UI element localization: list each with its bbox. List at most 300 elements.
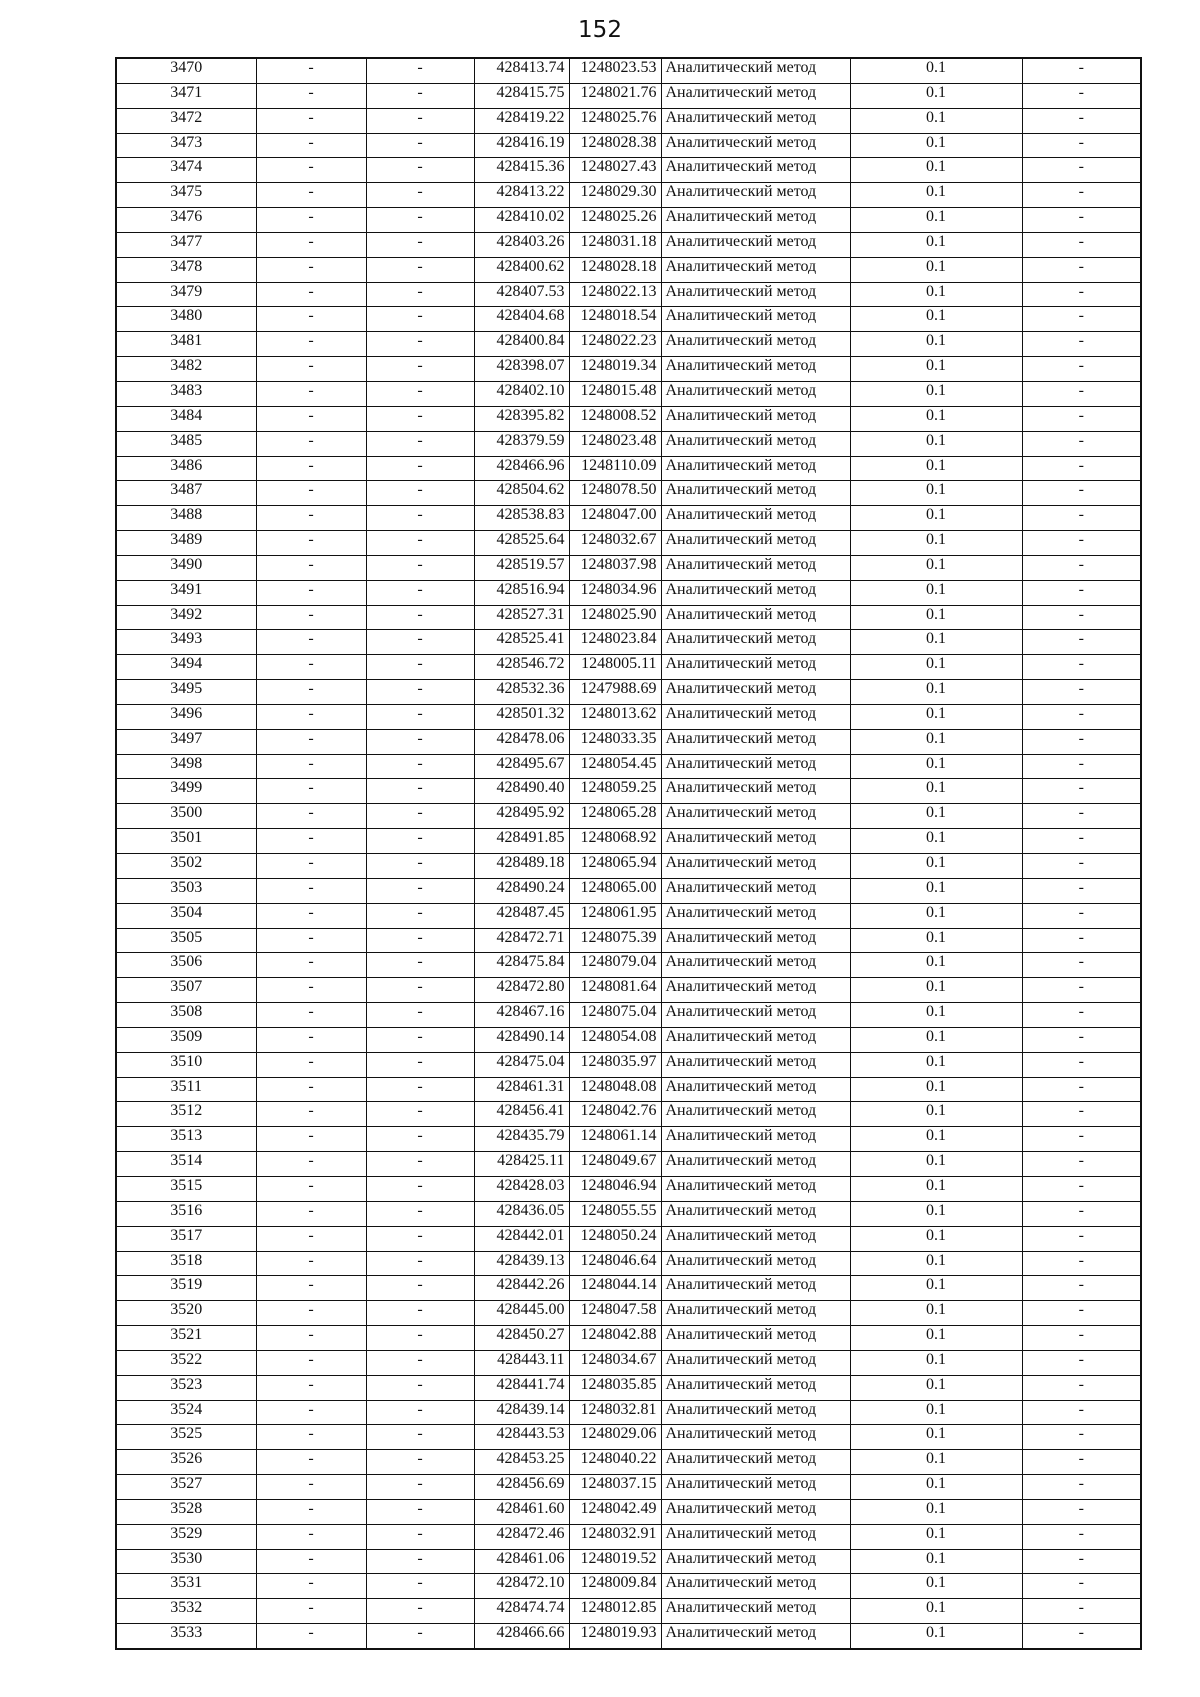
empty-value-cell: - bbox=[366, 779, 474, 804]
empty-value-cell: - bbox=[1022, 928, 1141, 953]
accuracy-cell: 0.1 bbox=[850, 232, 1022, 257]
table-row bbox=[116, 704, 1141, 729]
empty-value-cell: - bbox=[1022, 854, 1141, 879]
table-row bbox=[116, 1251, 1141, 1276]
empty-value-cell: - bbox=[1022, 1574, 1141, 1599]
point-number-cell: 3531 bbox=[116, 1574, 256, 1599]
x-coordinate-cell: 428456.69 bbox=[474, 1475, 569, 1500]
x-coordinate-cell: 428404.68 bbox=[474, 307, 569, 332]
empty-value-cell: - bbox=[1022, 729, 1141, 754]
table-row bbox=[116, 431, 1141, 456]
y-coordinate-cell: 1248079.04 bbox=[569, 953, 661, 978]
method-cell: Аналитический метод bbox=[661, 357, 850, 382]
point-number-cell: 3527 bbox=[116, 1475, 256, 1500]
point-number-cell: 3514 bbox=[116, 1152, 256, 1177]
y-coordinate-cell: 1248019.52 bbox=[569, 1549, 661, 1574]
method-cell: Аналитический метод bbox=[661, 854, 850, 879]
point-number-cell: 3485 bbox=[116, 431, 256, 456]
table-row bbox=[116, 680, 1141, 705]
empty-value-cell: - bbox=[366, 1574, 474, 1599]
x-coordinate-cell: 428475.04 bbox=[474, 1052, 569, 1077]
table-row bbox=[116, 307, 1141, 332]
method-cell: Аналитический метод bbox=[661, 903, 850, 928]
accuracy-cell: 0.1 bbox=[850, 1475, 1022, 1500]
empty-value-cell: - bbox=[256, 704, 366, 729]
empty-value-cell: - bbox=[1022, 431, 1141, 456]
y-coordinate-cell: 1248025.76 bbox=[569, 108, 661, 133]
accuracy-cell: 0.1 bbox=[850, 332, 1022, 357]
empty-value-cell: - bbox=[256, 1102, 366, 1127]
empty-value-cell: - bbox=[1022, 1251, 1141, 1276]
method-cell: Аналитический метод bbox=[661, 332, 850, 357]
point-number-cell: 3507 bbox=[116, 978, 256, 1003]
point-number-cell: 3490 bbox=[116, 555, 256, 580]
empty-value-cell: - bbox=[256, 655, 366, 680]
x-coordinate-cell: 428495.67 bbox=[474, 754, 569, 779]
empty-value-cell: - bbox=[1022, 754, 1141, 779]
coordinates-table bbox=[115, 57, 1142, 1650]
empty-value-cell: - bbox=[256, 1251, 366, 1276]
table-row bbox=[116, 357, 1141, 382]
method-cell: Аналитический метод bbox=[661, 804, 850, 829]
empty-value-cell: - bbox=[256, 1127, 366, 1152]
table-row bbox=[116, 1201, 1141, 1226]
table-row bbox=[116, 804, 1141, 829]
point-number-cell: 3491 bbox=[116, 580, 256, 605]
y-coordinate-cell: 1248019.93 bbox=[569, 1624, 661, 1649]
accuracy-cell: 0.1 bbox=[850, 704, 1022, 729]
point-number-cell: 3515 bbox=[116, 1176, 256, 1201]
method-cell: Аналитический метод bbox=[661, 133, 850, 158]
empty-value-cell: - bbox=[1022, 605, 1141, 630]
method-cell: Аналитический метод bbox=[661, 1326, 850, 1351]
empty-value-cell: - bbox=[366, 108, 474, 133]
empty-value-cell: - bbox=[1022, 1450, 1141, 1475]
empty-value-cell: - bbox=[366, 1052, 474, 1077]
accuracy-cell: 0.1 bbox=[850, 1499, 1022, 1524]
y-coordinate-cell: 1248035.85 bbox=[569, 1375, 661, 1400]
point-number-cell: 3524 bbox=[116, 1400, 256, 1425]
x-coordinate-cell: 428489.18 bbox=[474, 854, 569, 879]
point-number-cell: 3523 bbox=[116, 1375, 256, 1400]
empty-value-cell: - bbox=[1022, 183, 1141, 208]
y-coordinate-cell: 1248110.09 bbox=[569, 456, 661, 481]
empty-value-cell: - bbox=[1022, 357, 1141, 382]
accuracy-cell: 0.1 bbox=[850, 1350, 1022, 1375]
empty-value-cell: - bbox=[366, 555, 474, 580]
accuracy-cell: 0.1 bbox=[850, 804, 1022, 829]
x-coordinate-cell: 428467.16 bbox=[474, 1003, 569, 1028]
y-coordinate-cell: 1248047.58 bbox=[569, 1301, 661, 1326]
method-cell: Аналитический метод bbox=[661, 1226, 850, 1251]
empty-value-cell: - bbox=[366, 1077, 474, 1102]
x-coordinate-cell: 428487.45 bbox=[474, 903, 569, 928]
empty-value-cell: - bbox=[366, 1350, 474, 1375]
x-coordinate-cell: 428501.32 bbox=[474, 704, 569, 729]
method-cell: Аналитический метод bbox=[661, 208, 850, 233]
x-coordinate-cell: 428379.59 bbox=[474, 431, 569, 456]
y-coordinate-cell: 1248040.22 bbox=[569, 1450, 661, 1475]
accuracy-cell: 0.1 bbox=[850, 1301, 1022, 1326]
method-cell: Аналитический метод bbox=[661, 1301, 850, 1326]
method-cell: Аналитический метод bbox=[661, 953, 850, 978]
method-cell: Аналитический метод bbox=[661, 580, 850, 605]
x-coordinate-cell: 428415.36 bbox=[474, 158, 569, 183]
point-number-cell: 3520 bbox=[116, 1301, 256, 1326]
empty-value-cell: - bbox=[256, 456, 366, 481]
y-coordinate-cell: 1248065.28 bbox=[569, 804, 661, 829]
empty-value-cell: - bbox=[256, 829, 366, 854]
empty-value-cell: - bbox=[366, 928, 474, 953]
y-coordinate-cell: 1248022.23 bbox=[569, 332, 661, 357]
empty-value-cell: - bbox=[256, 531, 366, 556]
empty-value-cell: - bbox=[1022, 1549, 1141, 1574]
y-coordinate-cell: 1248031.18 bbox=[569, 232, 661, 257]
accuracy-cell: 0.1 bbox=[850, 1425, 1022, 1450]
method-cell: Аналитический метод bbox=[661, 1524, 850, 1549]
x-coordinate-cell: 428532.36 bbox=[474, 680, 569, 705]
y-coordinate-cell: 1248012.85 bbox=[569, 1599, 661, 1624]
y-coordinate-cell: 1248055.55 bbox=[569, 1201, 661, 1226]
y-coordinate-cell: 1248029.06 bbox=[569, 1425, 661, 1450]
y-coordinate-cell: 1248034.96 bbox=[569, 580, 661, 605]
accuracy-cell: 0.1 bbox=[850, 1574, 1022, 1599]
y-coordinate-cell: 1248046.64 bbox=[569, 1251, 661, 1276]
empty-value-cell: - bbox=[256, 1301, 366, 1326]
empty-value-cell: - bbox=[366, 1450, 474, 1475]
empty-value-cell: - bbox=[1022, 1003, 1141, 1028]
method-cell: Аналитический метод bbox=[661, 1574, 850, 1599]
y-coordinate-cell: 1248027.43 bbox=[569, 158, 661, 183]
method-cell: Аналитический метод bbox=[661, 1152, 850, 1177]
accuracy-cell: 0.1 bbox=[850, 1524, 1022, 1549]
empty-value-cell: - bbox=[1022, 704, 1141, 729]
method-cell: Аналитический метод bbox=[661, 1276, 850, 1301]
method-cell: Аналитический метод bbox=[661, 282, 850, 307]
y-coordinate-cell: 1248025.90 bbox=[569, 605, 661, 630]
empty-value-cell: - bbox=[366, 903, 474, 928]
empty-value-cell: - bbox=[366, 531, 474, 556]
point-number-cell: 3513 bbox=[116, 1127, 256, 1152]
table-row bbox=[116, 133, 1141, 158]
y-coordinate-cell: 1248042.88 bbox=[569, 1326, 661, 1351]
method-cell: Аналитический метод bbox=[661, 1475, 850, 1500]
table-row bbox=[116, 1574, 1141, 1599]
empty-value-cell: - bbox=[1022, 506, 1141, 531]
x-coordinate-cell: 428546.72 bbox=[474, 655, 569, 680]
empty-value-cell: - bbox=[256, 1475, 366, 1500]
method-cell: Аналитический метод bbox=[661, 680, 850, 705]
empty-value-cell: - bbox=[366, 1624, 474, 1649]
point-number-cell: 3533 bbox=[116, 1624, 256, 1649]
accuracy-cell: 0.1 bbox=[850, 829, 1022, 854]
point-number-cell: 3471 bbox=[116, 83, 256, 108]
y-coordinate-cell: 1248054.45 bbox=[569, 754, 661, 779]
empty-value-cell: - bbox=[366, 232, 474, 257]
y-coordinate-cell: 1248034.67 bbox=[569, 1350, 661, 1375]
accuracy-cell: 0.1 bbox=[850, 183, 1022, 208]
table-row bbox=[116, 1499, 1141, 1524]
empty-value-cell: - bbox=[366, 357, 474, 382]
table-row bbox=[116, 481, 1141, 506]
accuracy-cell: 0.1 bbox=[850, 357, 1022, 382]
y-coordinate-cell: 1248078.50 bbox=[569, 481, 661, 506]
empty-value-cell: - bbox=[1022, 381, 1141, 406]
accuracy-cell: 0.1 bbox=[850, 1276, 1022, 1301]
point-number-cell: 3516 bbox=[116, 1201, 256, 1226]
empty-value-cell: - bbox=[1022, 878, 1141, 903]
point-number-cell: 3506 bbox=[116, 953, 256, 978]
x-coordinate-cell: 428475.84 bbox=[474, 953, 569, 978]
method-cell: Аналитический метод bbox=[661, 456, 850, 481]
table-row bbox=[116, 1152, 1141, 1177]
accuracy-cell: 0.1 bbox=[850, 605, 1022, 630]
method-cell: Аналитический метод bbox=[661, 183, 850, 208]
accuracy-cell: 0.1 bbox=[850, 655, 1022, 680]
empty-value-cell: - bbox=[1022, 1475, 1141, 1500]
table-row bbox=[116, 555, 1141, 580]
x-coordinate-cell: 428441.74 bbox=[474, 1375, 569, 1400]
accuracy-cell: 0.1 bbox=[850, 1127, 1022, 1152]
method-cell: Аналитический метод bbox=[661, 1201, 850, 1226]
method-cell: Аналитический метод bbox=[661, 108, 850, 133]
empty-value-cell: - bbox=[256, 307, 366, 332]
point-number-cell: 3497 bbox=[116, 729, 256, 754]
method-cell: Аналитический метод bbox=[661, 978, 850, 1003]
method-cell: Аналитический метод bbox=[661, 605, 850, 630]
empty-value-cell: - bbox=[366, 431, 474, 456]
y-coordinate-cell: 1248018.54 bbox=[569, 307, 661, 332]
accuracy-cell: 0.1 bbox=[850, 1077, 1022, 1102]
point-number-cell: 3522 bbox=[116, 1350, 256, 1375]
y-coordinate-cell: 1248032.91 bbox=[569, 1524, 661, 1549]
method-cell: Аналитический метод bbox=[661, 1599, 850, 1624]
empty-value-cell: - bbox=[256, 903, 366, 928]
x-coordinate-cell: 428527.31 bbox=[474, 605, 569, 630]
accuracy-cell: 0.1 bbox=[850, 1549, 1022, 1574]
accuracy-cell: 0.1 bbox=[850, 1052, 1022, 1077]
y-coordinate-cell: 1248028.38 bbox=[569, 133, 661, 158]
y-coordinate-cell: 1248035.97 bbox=[569, 1052, 661, 1077]
empty-value-cell: - bbox=[256, 1077, 366, 1102]
point-number-cell: 3477 bbox=[116, 232, 256, 257]
empty-value-cell: - bbox=[256, 1201, 366, 1226]
empty-value-cell: - bbox=[256, 1326, 366, 1351]
point-number-cell: 3518 bbox=[116, 1251, 256, 1276]
empty-value-cell: - bbox=[256, 58, 366, 83]
point-number-cell: 3503 bbox=[116, 878, 256, 903]
y-coordinate-cell: 1248023.53 bbox=[569, 58, 661, 83]
table-row bbox=[116, 183, 1141, 208]
empty-value-cell: - bbox=[1022, 680, 1141, 705]
x-coordinate-cell: 428472.46 bbox=[474, 1524, 569, 1549]
table-row bbox=[116, 1276, 1141, 1301]
x-coordinate-cell: 428472.10 bbox=[474, 1574, 569, 1599]
empty-value-cell: - bbox=[256, 208, 366, 233]
x-coordinate-cell: 428490.14 bbox=[474, 1027, 569, 1052]
method-cell: Аналитический метод bbox=[661, 307, 850, 332]
x-coordinate-cell: 428435.79 bbox=[474, 1127, 569, 1152]
empty-value-cell: - bbox=[1022, 1027, 1141, 1052]
empty-value-cell: - bbox=[256, 605, 366, 630]
empty-value-cell: - bbox=[1022, 108, 1141, 133]
empty-value-cell: - bbox=[366, 680, 474, 705]
y-coordinate-cell: 1248022.13 bbox=[569, 282, 661, 307]
point-number-cell: 3470 bbox=[116, 58, 256, 83]
point-number-cell: 3479 bbox=[116, 282, 256, 307]
y-coordinate-cell: 1248061.95 bbox=[569, 903, 661, 928]
empty-value-cell: - bbox=[366, 953, 474, 978]
accuracy-cell: 0.1 bbox=[850, 1624, 1022, 1649]
accuracy-cell: 0.1 bbox=[850, 1003, 1022, 1028]
accuracy-cell: 0.1 bbox=[850, 431, 1022, 456]
table-row bbox=[116, 878, 1141, 903]
empty-value-cell: - bbox=[256, 1574, 366, 1599]
y-coordinate-cell: 1248054.08 bbox=[569, 1027, 661, 1052]
empty-value-cell: - bbox=[366, 804, 474, 829]
empty-value-cell: - bbox=[366, 655, 474, 680]
empty-value-cell: - bbox=[366, 1276, 474, 1301]
y-coordinate-cell: 1248029.30 bbox=[569, 183, 661, 208]
x-coordinate-cell: 428495.92 bbox=[474, 804, 569, 829]
table-row bbox=[116, 953, 1141, 978]
empty-value-cell: - bbox=[366, 1599, 474, 1624]
empty-value-cell: - bbox=[366, 580, 474, 605]
empty-value-cell: - bbox=[256, 1599, 366, 1624]
method-cell: Аналитический метод bbox=[661, 83, 850, 108]
table-row bbox=[116, 1176, 1141, 1201]
method-cell: Аналитический метод bbox=[661, 1127, 850, 1152]
table-row bbox=[116, 1524, 1141, 1549]
accuracy-cell: 0.1 bbox=[850, 1201, 1022, 1226]
empty-value-cell: - bbox=[1022, 1127, 1141, 1152]
y-coordinate-cell: 1248042.49 bbox=[569, 1499, 661, 1524]
table-row bbox=[116, 779, 1141, 804]
point-number-cell: 3508 bbox=[116, 1003, 256, 1028]
x-coordinate-cell: 428461.06 bbox=[474, 1549, 569, 1574]
empty-value-cell: - bbox=[366, 1226, 474, 1251]
accuracy-cell: 0.1 bbox=[850, 1152, 1022, 1177]
empty-value-cell: - bbox=[366, 1549, 474, 1574]
table-row bbox=[116, 1375, 1141, 1400]
method-cell: Аналитический метод bbox=[661, 1003, 850, 1028]
empty-value-cell: - bbox=[256, 1152, 366, 1177]
y-coordinate-cell: 1248037.15 bbox=[569, 1475, 661, 1500]
table-row bbox=[116, 456, 1141, 481]
accuracy-cell: 0.1 bbox=[850, 729, 1022, 754]
x-coordinate-cell: 428400.62 bbox=[474, 257, 569, 282]
accuracy-cell: 0.1 bbox=[850, 531, 1022, 556]
point-number-cell: 3487 bbox=[116, 481, 256, 506]
empty-value-cell: - bbox=[256, 804, 366, 829]
empty-value-cell: - bbox=[366, 729, 474, 754]
point-number-cell: 3492 bbox=[116, 605, 256, 630]
empty-value-cell: - bbox=[256, 953, 366, 978]
point-number-cell: 3476 bbox=[116, 208, 256, 233]
empty-value-cell: - bbox=[366, 1251, 474, 1276]
table-row bbox=[116, 854, 1141, 879]
y-coordinate-cell: 1248023.84 bbox=[569, 630, 661, 655]
empty-value-cell: - bbox=[366, 456, 474, 481]
empty-value-cell: - bbox=[1022, 1052, 1141, 1077]
empty-value-cell: - bbox=[366, 1127, 474, 1152]
method-cell: Аналитический метод bbox=[661, 1425, 850, 1450]
table-row bbox=[116, 58, 1141, 83]
table-row bbox=[116, 232, 1141, 257]
empty-value-cell: - bbox=[256, 1549, 366, 1574]
accuracy-cell: 0.1 bbox=[850, 1102, 1022, 1127]
empty-value-cell: - bbox=[366, 282, 474, 307]
accuracy-cell: 0.1 bbox=[850, 83, 1022, 108]
table-row bbox=[116, 754, 1141, 779]
empty-value-cell: - bbox=[256, 282, 366, 307]
empty-value-cell: - bbox=[1022, 1524, 1141, 1549]
empty-value-cell: - bbox=[366, 257, 474, 282]
method-cell: Аналитический метод bbox=[661, 1052, 850, 1077]
y-coordinate-cell: 1248025.26 bbox=[569, 208, 661, 233]
empty-value-cell: - bbox=[366, 481, 474, 506]
table-row bbox=[116, 1003, 1141, 1028]
point-number-cell: 3473 bbox=[116, 133, 256, 158]
point-number-cell: 3528 bbox=[116, 1499, 256, 1524]
empty-value-cell: - bbox=[256, 555, 366, 580]
x-coordinate-cell: 428461.60 bbox=[474, 1499, 569, 1524]
point-number-cell: 3482 bbox=[116, 357, 256, 382]
y-coordinate-cell: 1248042.76 bbox=[569, 1102, 661, 1127]
empty-value-cell: - bbox=[256, 1524, 366, 1549]
empty-value-cell: - bbox=[1022, 1226, 1141, 1251]
method-cell: Аналитический метод bbox=[661, 754, 850, 779]
point-number-cell: 3484 bbox=[116, 406, 256, 431]
accuracy-cell: 0.1 bbox=[850, 307, 1022, 332]
x-coordinate-cell: 428443.11 bbox=[474, 1350, 569, 1375]
point-number-cell: 3478 bbox=[116, 257, 256, 282]
y-coordinate-cell: 1248021.76 bbox=[569, 83, 661, 108]
empty-value-cell: - bbox=[1022, 481, 1141, 506]
method-cell: Аналитический метод bbox=[661, 158, 850, 183]
accuracy-cell: 0.1 bbox=[850, 630, 1022, 655]
page-number: 152 bbox=[578, 17, 622, 43]
table-row bbox=[116, 531, 1141, 556]
accuracy-cell: 0.1 bbox=[850, 481, 1022, 506]
method-cell: Аналитический метод bbox=[661, 555, 850, 580]
accuracy-cell: 0.1 bbox=[850, 953, 1022, 978]
accuracy-cell: 0.1 bbox=[850, 208, 1022, 233]
y-coordinate-cell: 1247988.69 bbox=[569, 680, 661, 705]
method-cell: Аналитический метод bbox=[661, 829, 850, 854]
empty-value-cell: - bbox=[1022, 630, 1141, 655]
method-cell: Аналитический метод bbox=[661, 779, 850, 804]
y-coordinate-cell: 1248046.94 bbox=[569, 1176, 661, 1201]
table-row bbox=[116, 158, 1141, 183]
point-number-cell: 3525 bbox=[116, 1425, 256, 1450]
x-coordinate-cell: 428504.62 bbox=[474, 481, 569, 506]
accuracy-cell: 0.1 bbox=[850, 1251, 1022, 1276]
table-row bbox=[116, 332, 1141, 357]
method-cell: Аналитический метод bbox=[661, 381, 850, 406]
x-coordinate-cell: 428402.10 bbox=[474, 381, 569, 406]
table-row bbox=[116, 406, 1141, 431]
point-number-cell: 3480 bbox=[116, 307, 256, 332]
x-coordinate-cell: 428525.64 bbox=[474, 531, 569, 556]
x-coordinate-cell: 428472.80 bbox=[474, 978, 569, 1003]
empty-value-cell: - bbox=[1022, 555, 1141, 580]
x-coordinate-cell: 428456.41 bbox=[474, 1102, 569, 1127]
method-cell: Аналитический метод bbox=[661, 704, 850, 729]
empty-value-cell: - bbox=[1022, 133, 1141, 158]
point-number-cell: 3502 bbox=[116, 854, 256, 879]
x-coordinate-cell: 428413.22 bbox=[474, 183, 569, 208]
